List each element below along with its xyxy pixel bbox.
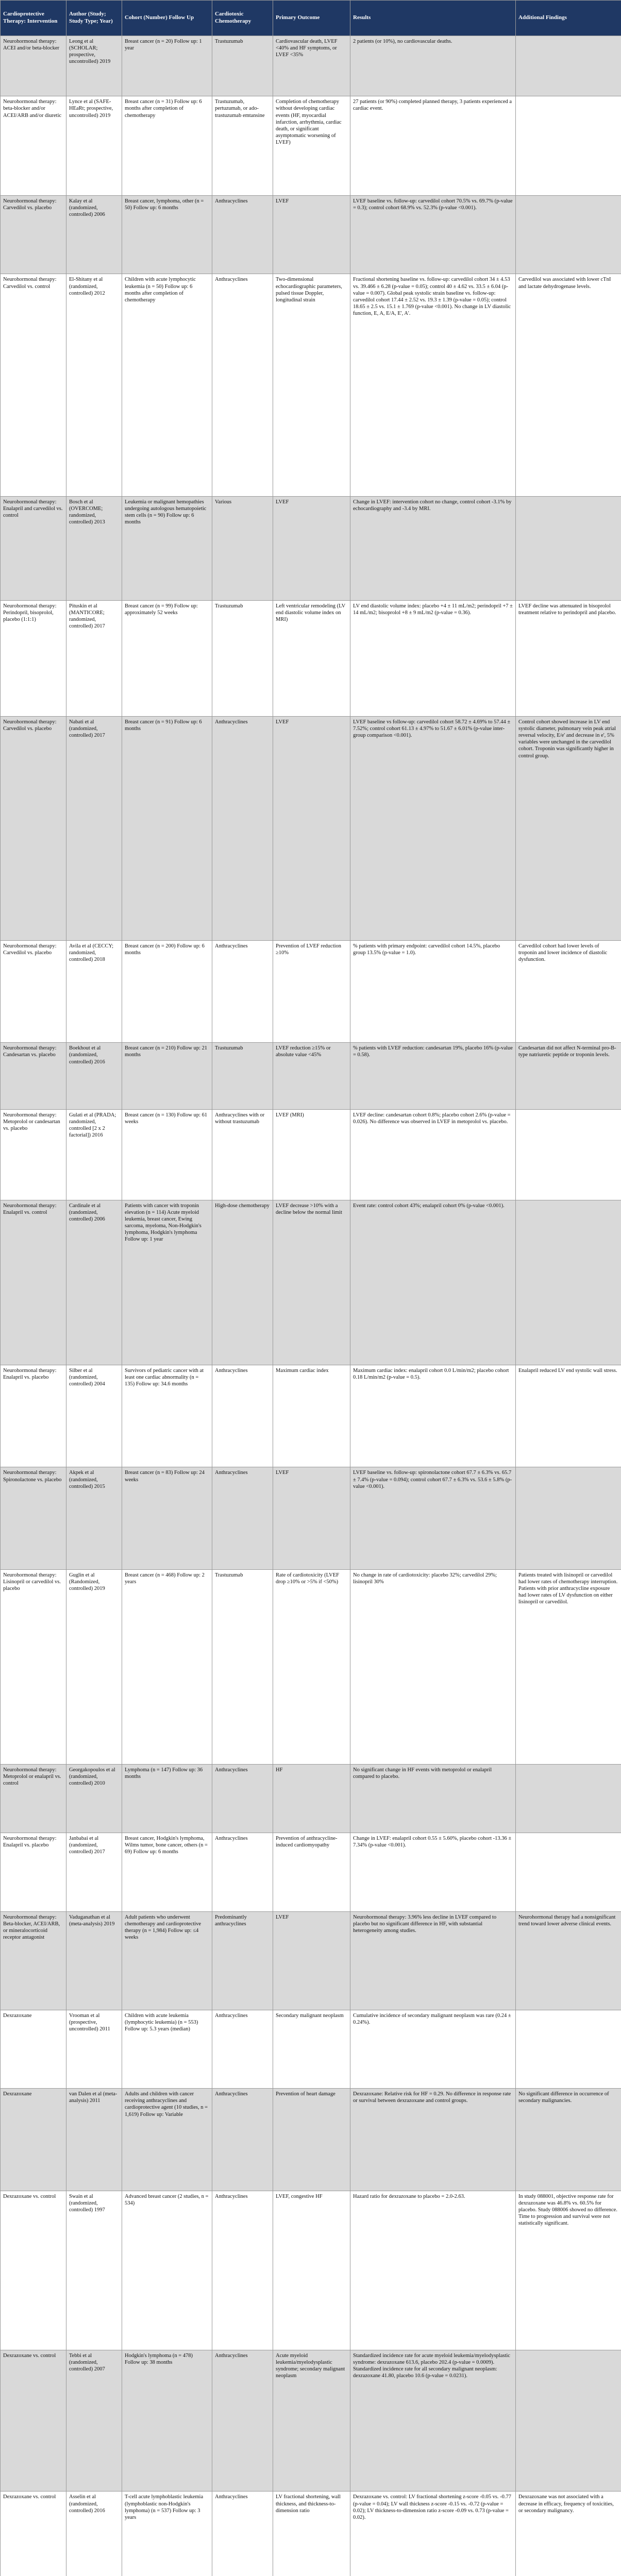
- cell-additional: [516, 195, 621, 274]
- cell-outcome: Secondary malignant neoplasm: [273, 2010, 350, 2089]
- cell-additional: Dexrazoxane was not associated with a decrease in efficacy, frequency of toxicities, or secondary malignancy.: [516, 2492, 621, 2576]
- cell-author: Avila et al (CECCY; randomized, controlled) 2018: [66, 940, 122, 1042]
- cell-additional: [516, 2350, 621, 2492]
- cell-therapy: Neurohormonal therapy: Enalapril vs. control: [1, 1200, 66, 1365]
- cell-outcome: Prevention of heart damage: [273, 2089, 350, 2191]
- cell-therapy: Neurohormonal therapy: Metoprolol or enalapril vs. control: [1, 1764, 66, 1833]
- table-row: [1, 96, 621, 195]
- table-row: [1, 36, 621, 96]
- cell-outcome: LVEF (MRI): [273, 1110, 350, 1200]
- table-row: [1, 1110, 621, 1200]
- cell-therapy: Dexrazoxane vs. control: [1, 2191, 66, 2350]
- cell-additional: [516, 1833, 621, 1912]
- cell-results: Neurohormonal therapy: 3.96% less decline in LVEF compared to placebo but no significant difference in HF, with substantial heterogeneity among studies.: [350, 1911, 516, 2010]
- cell-chemo: Anthracyclines: [212, 195, 273, 274]
- cell-author: Swain et al (randomized, controlled) 1997: [66, 2191, 122, 2350]
- cell-therapy: Neurohormonal therapy: beta-blocker and/or ACEI/ARB and/or diuretic: [1, 96, 66, 195]
- cell-cohort: Breast cancer (n = 83) Follow up: 24 weeks: [122, 1467, 212, 1569]
- cell-author: Gulati et al (PRADA; randomized, controlled [2 x 2 factorial]) 2016: [66, 1110, 122, 1200]
- cell-outcome: Two-dimensional echocardiographic parameters, pulsed tissue Doppler, longitudinal strain: [273, 274, 350, 496]
- cell-therapy: Dexrazoxane: [1, 2089, 66, 2191]
- cell-chemo: Trastuzumab: [212, 1043, 273, 1110]
- cell-author: Georgakopoulos et al (randomized, controlled) 2010: [66, 1764, 122, 1833]
- cell-results: Event rate: control cohort 43%; enalapril cohort 0% (p-value <0.001).: [350, 1200, 516, 1365]
- cell-additional: [516, 1467, 621, 1569]
- cell-therapy: Neurohormonal therapy: ACEI and/or beta-blocker: [1, 36, 66, 96]
- table-header: [1, 1, 621, 36]
- table-row: [1, 716, 621, 940]
- cell-cohort: Breast cancer (n = 130) Follow up: 61 weeks: [122, 1110, 212, 1200]
- cell-author: Janbabai et al (randomized, controlled) 2017: [66, 1833, 122, 1912]
- cell-chemo: Predominantly anthracyclines: [212, 1911, 273, 2010]
- cell-additional: [516, 96, 621, 195]
- cell-results: LVEF baseline vs. follow-up: spironolactone cohort 67.7 ± 6.3% vs. 65.7 ± 7.4% (p-value = 0.094); control cohort 67.7 ± 6.3% vs. 53.6 ± 5.8% (p-value <0.001).: [350, 1467, 516, 1569]
- cell-author: Vaduganathan et al (meta-analysis) 2019: [66, 1911, 122, 2010]
- cell-author: van Dalen et al (meta-analysis) 2011: [66, 2089, 122, 2191]
- cell-additional: Patients treated with lisinopril or carvedilol had lower rates of chemotherapy interruption. Patients with prior anthracycline exposure had lower rates of LV dysfunction on either lisinopril or carvedilol.: [516, 1569, 621, 1764]
- cell-author: Cardinale et al (randomized, controlled) 2006: [66, 1200, 122, 1365]
- table-row: [1, 1467, 621, 1569]
- cell-additional: [516, 1110, 621, 1200]
- table-row: [1, 2350, 621, 2492]
- cell-cohort: Children with acute lymphocytic leukemia (n = 50) Follow up: 6 months after completion of chemotherapy: [122, 274, 212, 496]
- cell-therapy: Dexrazoxane: [1, 2010, 66, 2089]
- cell-results: LVEF decline: candesartan cohort 0.8%; placebo cohort 2.6% (p-value = 0.026). No difference was observed in LVEF in metoprolol vs. placebo.: [350, 1110, 516, 1200]
- cell-results: 2 patients (or 10%), no cardiovascular deaths.: [350, 36, 516, 96]
- cell-author: Boekhout et al (randomized, controlled) 2016: [66, 1043, 122, 1110]
- cell-outcome: Completion of chemotherapy without developing cardiac events (HF, myocardial infarction, arrhythmia, cardiac death, or significant asymptomatic worsening of LVEF): [273, 96, 350, 195]
- cell-results: 27 patients (or 90%) completed planned therapy, 3 patients experienced a cardiac event.: [350, 96, 516, 195]
- cell-cohort: Lymphoma (n = 147) Follow up: 36 months: [122, 1764, 212, 1833]
- cell-outcome: LVEF: [273, 496, 350, 600]
- cell-cohort: T-cell acute lymphoblastic leukemia (lymphoblastic non-Hodgkin's lymphoma) (n = 537) Follow up: 3 years: [122, 2492, 212, 2576]
- header-primary-outcome: Primary Outcome: [273, 1, 350, 36]
- cell-author: Guglin et al (Randomized, controlled) 2019: [66, 1569, 122, 1764]
- cell-therapy: Neurohormonal therapy: Carvedilol vs. placebo: [1, 940, 66, 1042]
- cell-results: Dexrazoxane: Relative risk for HF = 0.29. No difference in response rate or survival between dexrazoxane and control groups.: [350, 2089, 516, 2191]
- cell-cohort: Children with acute leukemia (lymphocytic leukemia) (n = 553) Follow up: 5.3 years (median): [122, 2010, 212, 2089]
- cell-outcome: Left ventricular remodeling (LV end diastolic volume index on MRI): [273, 600, 350, 716]
- cell-outcome: LVEF: [273, 1467, 350, 1569]
- header-therapy: Cardioprotective Therapy: Intervention: [1, 1, 66, 36]
- cell-chemo: Anthracyclines: [212, 1467, 273, 1569]
- cell-additional: [516, 496, 621, 600]
- cell-therapy: Neurohormonal therapy: Perindopril, bisoprolol, placebo (1:1:1): [1, 600, 66, 716]
- cell-therapy: Neurohormonal therapy: Carvedilol vs. placebo: [1, 195, 66, 274]
- cell-results: No significant change in HF events with metoprolol or enalapril compared to placebo.: [350, 1764, 516, 1833]
- cell-chemo: Anthracyclines: [212, 716, 273, 940]
- cell-results: % patients with primary endpoint: carvedilol cohort 14.5%, placebo group 13.5% (p-value = 1.0).: [350, 940, 516, 1042]
- cell-results: No change in rate of cardiotoxicity: placebo 32%; carvedilol 29%; lisinopril 30%: [350, 1569, 516, 1764]
- cell-author: Lynce et al (SAFE-HEaRt; prospective, uncontrolled) 2019: [66, 96, 122, 195]
- table-body: [1, 36, 621, 2576]
- cell-chemo: Anthracyclines: [212, 2492, 273, 2576]
- cell-results: Change in LVEF: intervention cohort no change, control cohort -3.1% by echocardiography and -3.4 by MRI.: [350, 496, 516, 600]
- cell-results: Maximum cardiac index: enalapril cohort 0.0 L/min/m2; placebo cohort 0.18 L/min/m2 (p-value = 0.5).: [350, 1365, 516, 1467]
- header-cohort: Cohort (Number) Follow Up: [122, 1, 212, 36]
- header-additional-findings: Additional Findings: [516, 1, 621, 36]
- table-row: [1, 2492, 621, 2576]
- header-chemotherapy: Cardiotoxic Chemotherapy: [212, 1, 273, 36]
- cell-additional: No significant difference in occurrence of secondary malignancies.: [516, 2089, 621, 2191]
- cell-author: Pituskin et al (MANTICORE; randomized, controlled) 2017: [66, 600, 122, 716]
- cell-additional: Carvedilol cohort had lower levels of troponin and lower incidence of diastolic dysfunction.: [516, 940, 621, 1042]
- cell-results: % patients with LVEF reduction: candesartan 19%, placebo 16% (p-value = 0.58).: [350, 1043, 516, 1110]
- cell-outcome: LVEF: [273, 1911, 350, 2010]
- cell-chemo: Anthracyclines: [212, 2089, 273, 2191]
- table-row: [1, 1043, 621, 1110]
- table-row: [1, 1764, 621, 1833]
- cell-additional: Candesartan did not affect N-terminal pro-B-type natriuretic peptide or troponin levels.: [516, 1043, 621, 1110]
- cell-therapy: Dexrazoxane vs. control: [1, 2492, 66, 2576]
- table-row: [1, 1569, 621, 1764]
- table-row: [1, 940, 621, 1042]
- cell-cohort: Breast cancer, lymphoma, other (n = 50) Follow up: 6 months: [122, 195, 212, 274]
- cell-author: Silber et al (randomized, controlled) 2004: [66, 1365, 122, 1467]
- table-row: [1, 1365, 621, 1467]
- cell-results: Dexrazoxane vs. control: LV fractional shortening z-score -0.05 vs. -0.77 (p-value = 0.04); LV wall thickness z-score -0.15 vs. -0.72 (p-value = 0.02); LV thickness-to-dimension ratio z-score -0.09 vs. 0.73 (p-value = 0.02).: [350, 2492, 516, 2576]
- cell-outcome: LVEF: [273, 195, 350, 274]
- cell-chemo: Anthracyclines: [212, 1833, 273, 1912]
- cell-author: Nabati et al (randomized, controlled) 2017: [66, 716, 122, 940]
- cell-therapy: Neurohormonal therapy: Enalapril vs. placebo: [1, 1365, 66, 1467]
- cell-chemo: Anthracyclines: [212, 940, 273, 1042]
- cell-outcome: Acute myeloid leukemia/myelodysplastic syndrome; secondary malignant neoplasm: [273, 2350, 350, 2492]
- cell-additional: Carvedilol was associated with lower cTnI and lactate dehydrogenase levels.: [516, 274, 621, 496]
- header-author: Author (Study; Study Type; Year): [66, 1, 122, 36]
- cell-outcome: LVEF decrease >10% with a decline below the normal limit: [273, 1200, 350, 1365]
- cell-outcome: Prevention of anthracycline-induced cardiomyopathy: [273, 1833, 350, 1912]
- cell-additional: Neurohormonal therapy had a nonsignificant trend toward lower adverse clinical events.: [516, 1911, 621, 2010]
- table-row: [1, 195, 621, 274]
- cell-therapy: Neurohormonal therapy: Spironolactone vs. placebo: [1, 1467, 66, 1569]
- cell-results: Hazard ratio for dexrazoxane to placebo = 2.0-2.63.: [350, 2191, 516, 2350]
- cell-outcome: Prevention of LVEF reduction ≥10%: [273, 940, 350, 1042]
- cell-outcome: LVEF: [273, 716, 350, 940]
- cell-author: Tebbi et al (randomized, controlled) 2007: [66, 2350, 122, 2492]
- cell-cohort: Survivors of pediatric cancer with at least one cardiac abnormality (n = 135) Follow up: 34.6 months: [122, 1365, 212, 1467]
- cell-results: Cumulative incidence of secondary malignant neoplasm was rare (0.24 ± 0.24%).: [350, 2010, 516, 2089]
- table-row: [1, 274, 621, 496]
- cell-therapy: Neurohormonal therapy: Lisinopril or carvedilol vs. placebo: [1, 1569, 66, 1764]
- table-row: [1, 2010, 621, 2089]
- cell-therapy: Neurohormonal therapy: Beta-blocker, ACEI/ARB, or mineralocorticoid receptor antagonist: [1, 1911, 66, 2010]
- cell-author: Kalay et al (randomized, controlled) 2006: [66, 195, 122, 274]
- cell-cohort: Breast cancer (n = 20) Follow up: 1 year: [122, 36, 212, 96]
- cell-chemo: High-dose chemotherapy: [212, 1200, 273, 1365]
- table-row: [1, 496, 621, 600]
- cell-chemo: Anthracyclines with or without trastuzumab: [212, 1110, 273, 1200]
- cell-chemo: Trastuzumab: [212, 1569, 273, 1764]
- cell-outcome: LV fractional shortening, wall thickness, and thickness-to-dimension ratio: [273, 2492, 350, 2576]
- cell-additional: [516, 1200, 621, 1365]
- cell-author: El-Shitany et al (randomized, controlled) 2012: [66, 274, 122, 496]
- cell-therapy: Neurohormonal therapy: Carvedilol vs. control: [1, 274, 66, 496]
- cell-therapy: Neurohormonal therapy: Candesartan vs. placebo: [1, 1043, 66, 1110]
- table-row: [1, 1911, 621, 2010]
- cell-author: Asselin et al (randomized, controlled) 2016: [66, 2492, 122, 2576]
- cell-therapy: Neurohormonal therapy: Enalapril and carvedilol vs. control: [1, 496, 66, 600]
- cell-additional: LVEF decline was attenuated in bisoprolol treatment relative to perindopril and placebo.: [516, 600, 621, 716]
- cell-chemo: Anthracyclines: [212, 1764, 273, 1833]
- cell-results: LVEF baseline vs follow-up: carvedilol cohort 58.72 ± 4.69% to 57.44 ± 7.52%; control cohort 61.13 ± 4.97% to 51.67 ± 6.01% (p-value inter-group comparison <0.001).: [350, 716, 516, 940]
- cell-outcome: Maximum cardiac index: [273, 1365, 350, 1467]
- cell-outcome: Rate of cardiotoxicity (LVEF drop ≥10% or >5% if <50%): [273, 1569, 350, 1764]
- cell-cohort: Patients with cancer with troponin elevation (n = 114) Acute myeloid leukemia, breast cancer, Ewing sarcoma, myeloma, Non-Hodgkin's lymphoma, Hodgkin's lymphoma Follow up: 1 year: [122, 1200, 212, 1365]
- cell-cohort: Hodgkin's lymphoma (n = 478) Follow up: 38 months: [122, 2350, 212, 2492]
- cell-additional: In study 088001, objective response rate for dexrazoxane was 46.8% vs. 60.5% for placebo. Study 088006 showed no difference. Time to progression and survival were not statistically significant.: [516, 2191, 621, 2350]
- cell-cohort: Breast cancer (n = 468) Follow up: 2 years: [122, 1569, 212, 1764]
- cell-cohort: Advanced breast cancer (2 studies, n = 534): [122, 2191, 212, 2350]
- table-row: [1, 600, 621, 716]
- cell-additional: [516, 1764, 621, 1833]
- cell-cohort: Leukemia or malignant hemopathies undergoing autologous hematopoietic stem cells (n = 90) Follow up: 6 months: [122, 496, 212, 600]
- cell-therapy: Neurohormonal therapy: Enalapril vs. placebo: [1, 1833, 66, 1912]
- cell-author: Leong et al (SCHOLAR; prospective, uncontrolled) 2019: [66, 36, 122, 96]
- cell-results: Change in LVEF: enalapril cohort 0.55 ± 5.60%, placebo cohort -13.36 ± 7.34% (p-value <0.001).: [350, 1833, 516, 1912]
- cell-outcome: HF: [273, 1764, 350, 1833]
- cell-cohort: Breast cancer (n = 200) Follow up: 6 months: [122, 940, 212, 1042]
- cell-author: Akpek et al (randomized, controlled) 2015: [66, 1467, 122, 1569]
- cell-cohort: Breast cancer (n = 99) Follow up: approximately 52 weeks: [122, 600, 212, 716]
- header-row: [1, 1, 621, 36]
- cell-therapy: Neurohormonal therapy: Metoprolol or candesartan vs. placebo: [1, 1110, 66, 1200]
- cell-cohort: Breast cancer (n = 210) Follow up: 21 months: [122, 1043, 212, 1110]
- cell-chemo: Trastuzumab: [212, 36, 273, 96]
- cell-chemo: Trastuzumab, pertuzumab, or ado-trastuzumab emtansine: [212, 96, 273, 195]
- header-results: Results: [350, 1, 516, 36]
- cell-chemo: Various: [212, 496, 273, 600]
- cell-author: Vrooman et al (prospective, uncontrolled) 2011: [66, 2010, 122, 2089]
- cell-outcome: LVEF, congestive HF: [273, 2191, 350, 2350]
- cell-chemo: Anthracyclines: [212, 2010, 273, 2089]
- table-row: [1, 2089, 621, 2191]
- cell-cohort: Breast cancer (n = 31) Follow up: 6 months after completion of chemotherapy: [122, 96, 212, 195]
- cell-results: Fractional shortening baseline vs. follow-up: carvedilol cohort 34 ± 4.53 vs. 39.466 ± 6.28 (p-value = 0.05); control 40 ± 4.62 vs. 33.5 ± 6.04 (p-value = 0.007). Global peak systolic strain baseline vs. follow-up: carvedilol cohort 17.44 ± 2.52 vs. 19.3 ± 1.39 (p-value = 0.05); control 18.65 ± 2.5 vs. 15.1 ± 1.769 (p-value <0.001). No change in LV diastolic function, E, A, E/A, E', A'.: [350, 274, 516, 496]
- cell-results: LV end diastolic volume index: placebo +4 ± 11 mL/m2; perindopril +7 ± 14 mL/m2; bisoprolol +8 ± 9 mL/m2 (p-value = 0.36).: [350, 600, 516, 716]
- cell-chemo: Anthracyclines: [212, 2350, 273, 2492]
- cell-chemo: Trastuzumab: [212, 600, 273, 716]
- cell-cohort: Adults and children with cancer receiving anthracyclines and cardioprotective agent (10 studies, n = 1,619) Follow up: Variable: [122, 2089, 212, 2191]
- cell-results: Standardized incidence rate for acute myeloid leukemia/myelodysplastic syndrome: dexrazoxane 613.6, placebo 202.4 (p-value = 0.0009). Standardized incidence rate for all secondary malignant neoplasm: dexrazoxane 41.80, placebo 10.6 (p-value = 0.0231).: [350, 2350, 516, 2492]
- table-row: [1, 1833, 621, 1912]
- table-row: [1, 1200, 621, 1365]
- cell-chemo: Anthracyclines: [212, 2191, 273, 2350]
- cell-chemo: Anthracyclines: [212, 274, 273, 496]
- cell-chemo: Anthracyclines: [212, 1365, 273, 1467]
- cell-additional: Control cohort showed increase in LV end systolic diameter, pulmonary vein peak atrial reversal velocity, E/e' and decrease in e', 5% variables were unchanged in the carvedilol cohort. Troponin was significantly higher in control group.: [516, 716, 621, 940]
- cell-author: Bosch et al (OVERCOME; randomized, controlled) 2013: [66, 496, 122, 600]
- cell-cohort: Breast cancer, Hodgkin's lymphoma, Wilms tumor, bone cancer, others (n = 69) Follow up: 6 months: [122, 1833, 212, 1912]
- cell-outcome: Cardiovascular death, LVEF <40% and HF symptoms, or LVEF <35%: [273, 36, 350, 96]
- cell-additional: [516, 36, 621, 96]
- cell-cohort: Breast cancer (n = 91) Follow up: 6 months: [122, 716, 212, 940]
- table-row: [1, 2191, 621, 2350]
- cell-additional: Enalapril reduced LV end systolic wall stress.: [516, 1365, 621, 1467]
- cell-therapy: Neurohormonal therapy: Carvedilol vs. placebo: [1, 716, 66, 940]
- cell-cohort: Adult patients who underwent chemotherapy and cardioprotective therapy (n = 1,984) Follow up: ≤4 weeks: [122, 1911, 212, 2010]
- cell-outcome: LVEF reduction ≥15% or absolute value <45%: [273, 1043, 350, 1110]
- cell-therapy: Dexrazoxane vs. control: [1, 2350, 66, 2492]
- cell-additional: [516, 2010, 621, 2089]
- cell-results: LVEF baseline vs. follow-up: carvedilol cohort 70.5% vs. 69.7% (p-value = 0.3); control cohort 68.9% vs. 52.3% (p-value <0.001).: [350, 195, 516, 274]
